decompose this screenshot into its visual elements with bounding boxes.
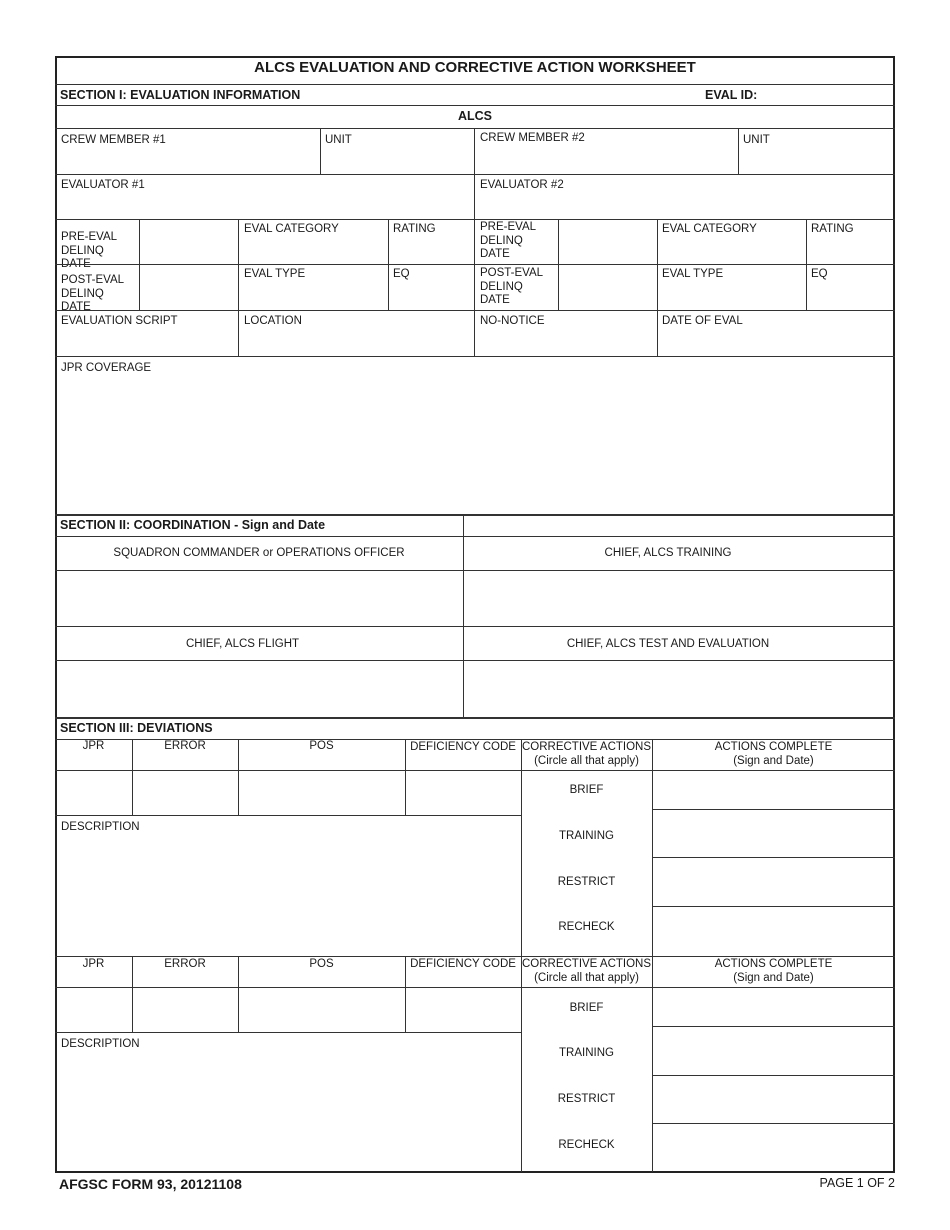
dev1-pos-header: POS (309, 740, 334, 752)
location-label: LOCATION (244, 315, 302, 327)
pre-eval-delinq-date-1-field[interactable] (140, 220, 238, 264)
rating-1-field[interactable] (389, 220, 474, 264)
pre-eval-delinq-date-1-label: PRE-EVAL DELINQ DATE (61, 231, 117, 270)
location-field[interactable] (239, 311, 474, 356)
chief-test-signature[interactable] (464, 661, 893, 716)
dev1-training-complete-field[interactable] (653, 810, 893, 857)
dev1-description-field[interactable] (56, 816, 521, 956)
chief-flight-label: CHIEF, ALCS FLIGHT (185, 638, 300, 650)
dev2-actions-complete-note: (Sign and Date) (733, 972, 814, 984)
dev1-jpr-header: JPR (82, 740, 105, 752)
dev2-restrict-complete-field[interactable] (653, 1076, 893, 1123)
dev1-action-brief[interactable]: BRIEF (569, 784, 604, 796)
eval-type-2-field[interactable] (658, 265, 806, 310)
form-id: AFGSC FORM 93, 20121108 (59, 1176, 242, 1192)
crew-member-1-field[interactable] (56, 129, 320, 173)
section3-heading: SECTION III: DEVIATIONS (60, 721, 213, 735)
dev1-error-header: ERROR (164, 740, 206, 752)
date-of-eval-label: DATE OF EVAL (662, 315, 743, 327)
eval-id-label: EVAL ID: (705, 88, 758, 102)
form-title: ALCS EVALUATION AND CORRECTIVE ACTION WORKSHEET (254, 59, 696, 76)
dev2-pos-field[interactable] (239, 988, 405, 1032)
dev1-deficiency-code-header: DEFICIENCY CODE (410, 741, 516, 753)
dev2-description-label: DESCRIPTION (61, 1038, 140, 1050)
dev2-training-complete-field[interactable] (653, 1027, 893, 1075)
chief-training-label: CHIEF, ALCS TRAINING (604, 547, 732, 559)
dev2-error-header: ERROR (164, 958, 206, 970)
sq-commander-signature[interactable] (56, 571, 463, 626)
dev2-description-field[interactable] (56, 1033, 521, 1171)
no-notice-field[interactable] (475, 311, 657, 356)
eq-1-label: EQ (393, 268, 410, 280)
eq-2-label: EQ (811, 268, 828, 280)
dev2-error-field[interactable] (133, 988, 238, 1032)
dev1-deficiency-code-field[interactable] (406, 771, 521, 815)
dev1-restrict-complete-field[interactable] (653, 858, 893, 906)
dev2-jpr-field[interactable] (56, 988, 132, 1032)
dev1-brief-complete-field[interactable] (653, 771, 893, 809)
unit-2-field[interactable] (739, 129, 893, 173)
dev1-corrective-actions-header: CORRECTIVE ACTIONS (521, 741, 652, 753)
evaluator-1-label: EVALUATOR #1 (61, 179, 145, 191)
dev2-corrective-actions-note: (Circle all that apply) (534, 972, 639, 984)
post-eval-delinq-date-1-field[interactable] (140, 265, 238, 310)
eval-category-2-field[interactable] (658, 220, 806, 264)
dev2-action-training[interactable]: TRAINING (559, 1047, 614, 1059)
eval-id-field[interactable] (760, 86, 890, 104)
post-eval-delinq-date-2-field[interactable] (559, 265, 657, 310)
sq-commander-label: SQUADRON COMMANDER or OPERATIONS OFFICER (113, 547, 405, 559)
dev1-pos-field[interactable] (239, 771, 405, 815)
dev2-actions-complete-header: ACTIONS COMPLETE (714, 958, 833, 970)
dev2-brief-complete-field[interactable] (653, 988, 893, 1026)
dev2-deficiency-code-header: DEFICIENCY CODE (410, 958, 516, 970)
dev1-recheck-complete-field[interactable] (653, 907, 893, 956)
alcs-label: ALCS (457, 109, 493, 123)
eval-category-1-field[interactable] (239, 220, 388, 264)
section2-heading: SECTION II: COORDINATION - Sign and Date (60, 518, 326, 532)
unit-1-label: UNIT (325, 134, 352, 146)
dev1-error-field[interactable] (133, 771, 238, 815)
evaluator-2-label: EVALUATOR #2 (480, 179, 564, 191)
dev2-action-restrict[interactable]: RESTRICT (557, 1093, 616, 1105)
dev1-actions-complete-note: (Sign and Date) (733, 755, 814, 767)
date-of-eval-field[interactable] (658, 311, 893, 356)
section1-heading: SECTION I: EVALUATION INFORMATION (60, 88, 301, 102)
crew-member-1-label: CREW MEMBER #1 (61, 134, 166, 146)
evaluator-1-field[interactable] (56, 175, 474, 218)
eval-type-1-field[interactable] (239, 265, 388, 310)
dev2-jpr-header: JPR (82, 958, 105, 970)
unit-1-field[interactable] (321, 129, 474, 173)
post-eval-delinq-date-2-label: POST-EVAL DELINQ DATE (480, 267, 543, 306)
pre-eval-delinq-date-2-field[interactable] (559, 220, 657, 264)
jpr-coverage-label: JPR COVERAGE (61, 362, 152, 374)
jpr-coverage-field[interactable] (56, 357, 893, 514)
dev1-actions-complete-header: ACTIONS COMPLETE (714, 741, 833, 753)
dev1-corrective-actions-note: (Circle all that apply) (534, 755, 639, 767)
dev1-action-recheck[interactable]: RECHECK (558, 921, 615, 933)
eval-category-1-label: EVAL CATEGORY (244, 223, 339, 235)
dev1-description-label: DESCRIPTION (61, 821, 140, 833)
dev2-pos-header: POS (309, 958, 334, 970)
dev2-corrective-actions-header: CORRECTIVE ACTIONS (521, 958, 652, 970)
rating-1-label: RATING (393, 223, 436, 235)
evaluation-script-field[interactable] (56, 311, 238, 356)
eval-type-1-label: EVAL TYPE (244, 268, 306, 280)
chief-test-label: CHIEF, ALCS TEST AND EVALUATION (566, 638, 770, 650)
dev1-action-restrict[interactable]: RESTRICT (557, 876, 616, 888)
eval-type-2-label: EVAL TYPE (662, 268, 724, 280)
dev1-jpr-field[interactable] (56, 771, 132, 815)
dev2-recheck-complete-field[interactable] (653, 1124, 893, 1171)
unit-2-label: UNIT (743, 134, 770, 146)
pre-eval-delinq-date-2-label: PRE-EVAL DELINQ DATE (480, 221, 536, 260)
eval-category-2-label: EVAL CATEGORY (662, 223, 757, 235)
chief-flight-signature[interactable] (56, 661, 463, 716)
evaluator-2-field[interactable] (475, 175, 893, 218)
rating-2-label: RATING (811, 223, 854, 235)
page-number: PAGE 1 OF 2 (819, 1176, 895, 1190)
eq-1-field[interactable] (389, 265, 474, 310)
no-notice-label: NO-NOTICE (480, 315, 545, 327)
dev1-action-training[interactable]: TRAINING (559, 830, 614, 842)
chief-training-signature[interactable] (464, 571, 893, 626)
rating-2-field[interactable] (807, 220, 893, 264)
crew-member-2-field[interactable] (475, 129, 738, 173)
crew-member-2-label: CREW MEMBER #2 (480, 132, 585, 144)
dev2-action-recheck[interactable]: RECHECK (558, 1139, 615, 1151)
eq-2-field[interactable] (807, 265, 893, 310)
post-eval-delinq-date-1-label: POST-EVAL DELINQ DATE (61, 274, 124, 313)
evaluation-script-label: EVALUATION SCRIPT (61, 315, 178, 327)
dev2-deficiency-code-field[interactable] (406, 988, 521, 1032)
dev2-action-brief[interactable]: BRIEF (569, 1002, 604, 1014)
